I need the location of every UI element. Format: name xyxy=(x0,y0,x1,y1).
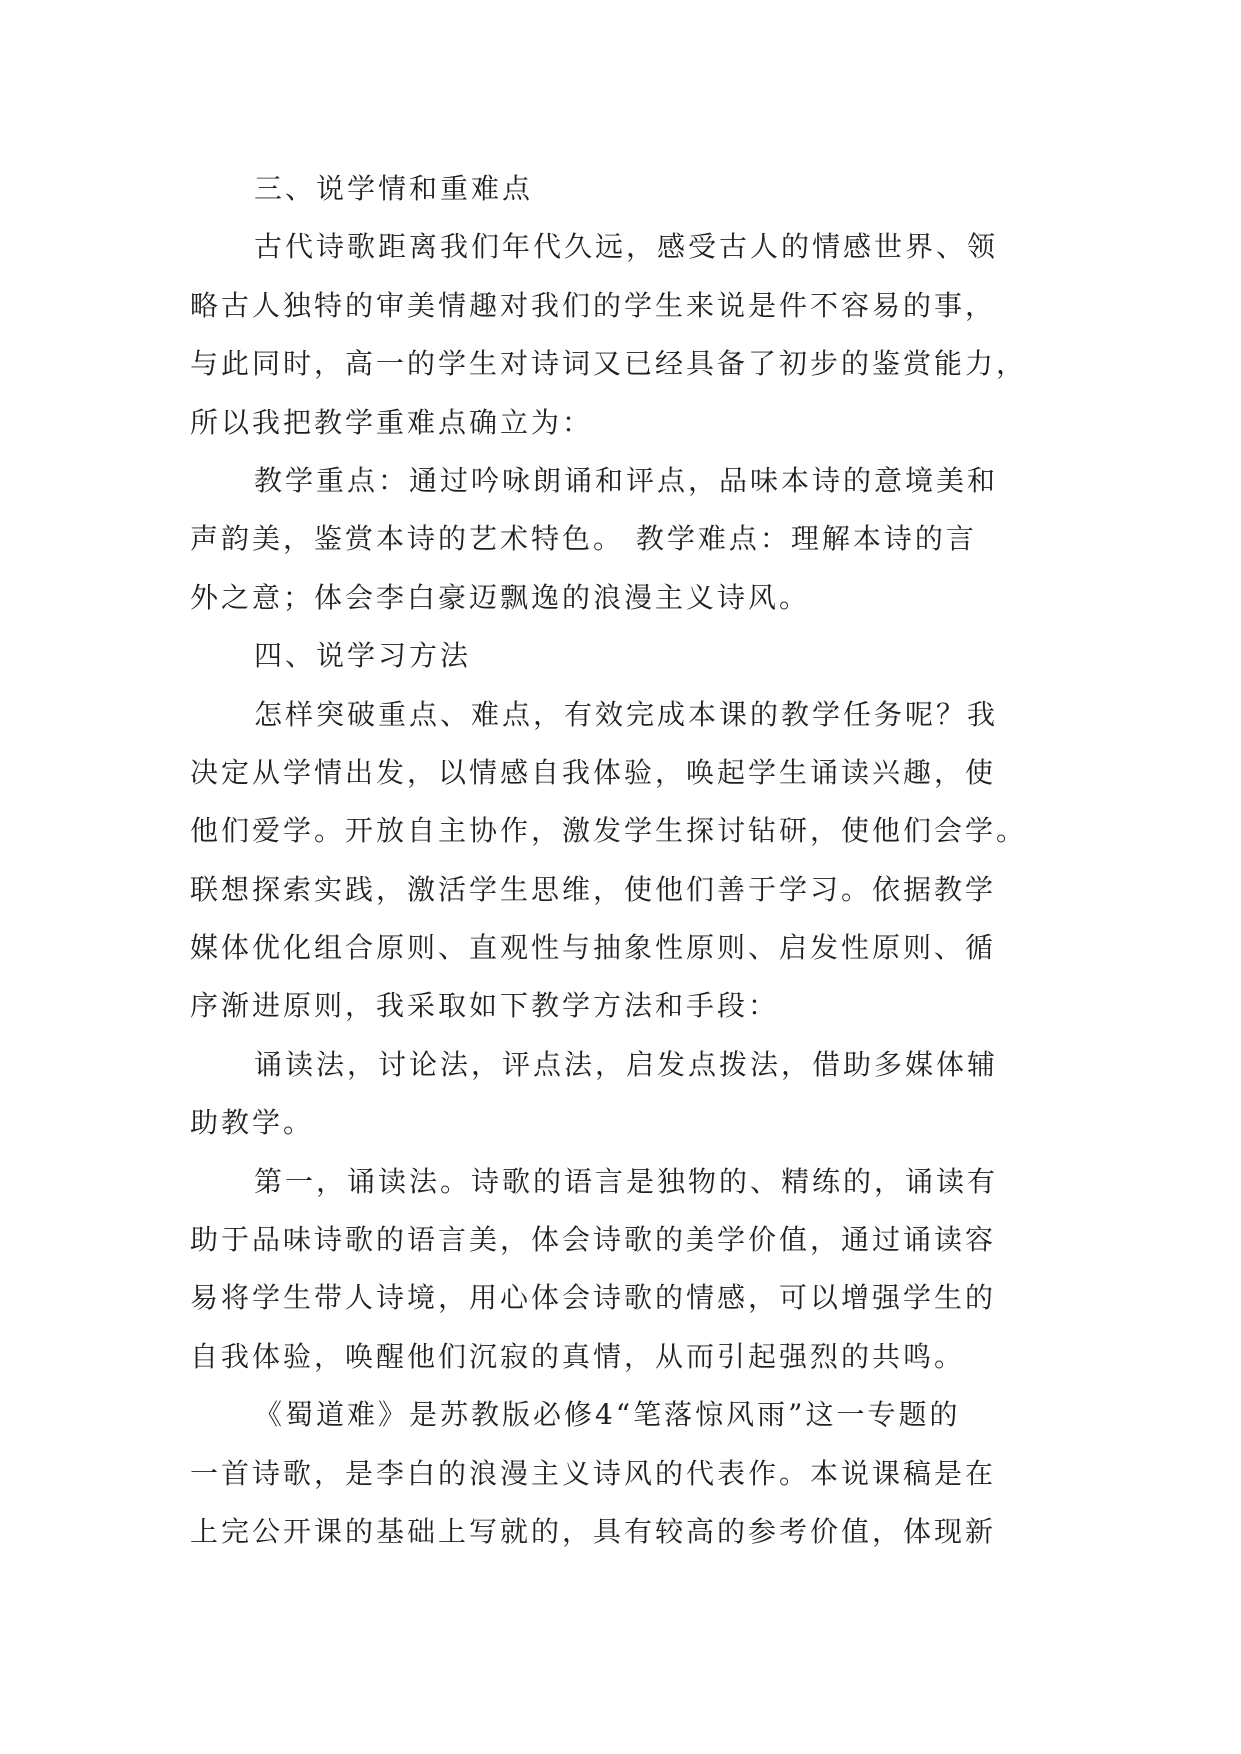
paragraph-line: 他们爱学。开放自主协作，激发学生探讨钻研，使他们会学。 xyxy=(190,814,1028,848)
document-body xyxy=(190,160,1050,1561)
paragraph-line: 联想探索实践，激活学生思维，使他们善于学习。依据教学 xyxy=(190,872,997,906)
paragraph-line: 声韵美，鉴赏本诗的艺术特色。 教学难点：理解本诗的言 xyxy=(190,522,977,556)
paragraph-line: 所以我把教学重难点确立为： xyxy=(190,405,594,439)
paragraph-line: 序渐进原则，我采取如下教学方法和手段： xyxy=(190,989,780,1023)
paragraph-line: 怎样突破重点、难点，有效完成本课的教学任务呢？我 xyxy=(254,697,999,731)
paragraph-line: 教学重点：通过吟咏朗诵和评点，品味本诗的意境美和 xyxy=(254,463,999,497)
paragraph-line: 略古人独特的审美情趣对我们的学生来说是件不容易的事， xyxy=(190,288,997,322)
paragraph-line: 诵读法，讨论法，评点法，启发点拨法，借助多媒体辅 xyxy=(254,1047,999,1081)
paragraph-line: 外之意；体会李白豪迈飘逸的浪漫主义诗风。 xyxy=(190,580,811,614)
paragraph-line: 助于品味诗歌的语言美，体会诗歌的美学价值，通过诵读容 xyxy=(190,1223,997,1257)
paragraph-line: 与此同时，高一的学生对诗词又已经具备了初步的鉴赏能力， xyxy=(190,347,1028,381)
paragraph-line: 媒体优化组合原则、直观性与抽象性原则、启发性原则、循 xyxy=(190,931,997,965)
section-heading-student-analysis: 三、说学情和重难点 xyxy=(254,172,534,205)
paragraph-line: 易将学生带人诗境，用心体会诗歌的情感，可以增强学生的 xyxy=(190,1281,997,1315)
paragraph-line: 一首诗歌，是李白的浪漫主义诗风的代表作。本说课稿是在 xyxy=(190,1456,997,1490)
paragraph-line: 自我体验，唤醒他们沉寂的真情，从而引起强烈的共鸣。 xyxy=(190,1339,966,1373)
paragraph-line: 《蜀道难》是苏教版必修4“笔落惊风雨”这一专题的 xyxy=(254,1398,961,1432)
paragraph-line: 古代诗歌距离我们年代久远，感受古人的情感世界、领 xyxy=(254,230,999,264)
section-heading-learning-methods: 四、说学习方法 xyxy=(254,639,472,673)
paragraph-line: 助教学。 xyxy=(190,1106,315,1140)
paragraph-line: 上完公开课的基础上写就的，具有较高的参考价值，体现新 xyxy=(190,1514,997,1548)
paragraph-line: 第一，诵读法。诗歌的语言是独物的、精练的，诵读有 xyxy=(254,1164,999,1198)
paragraph-line: 决定从学情出发，以情感自我体验，唤起学生诵读兴趣，使 xyxy=(190,755,997,789)
